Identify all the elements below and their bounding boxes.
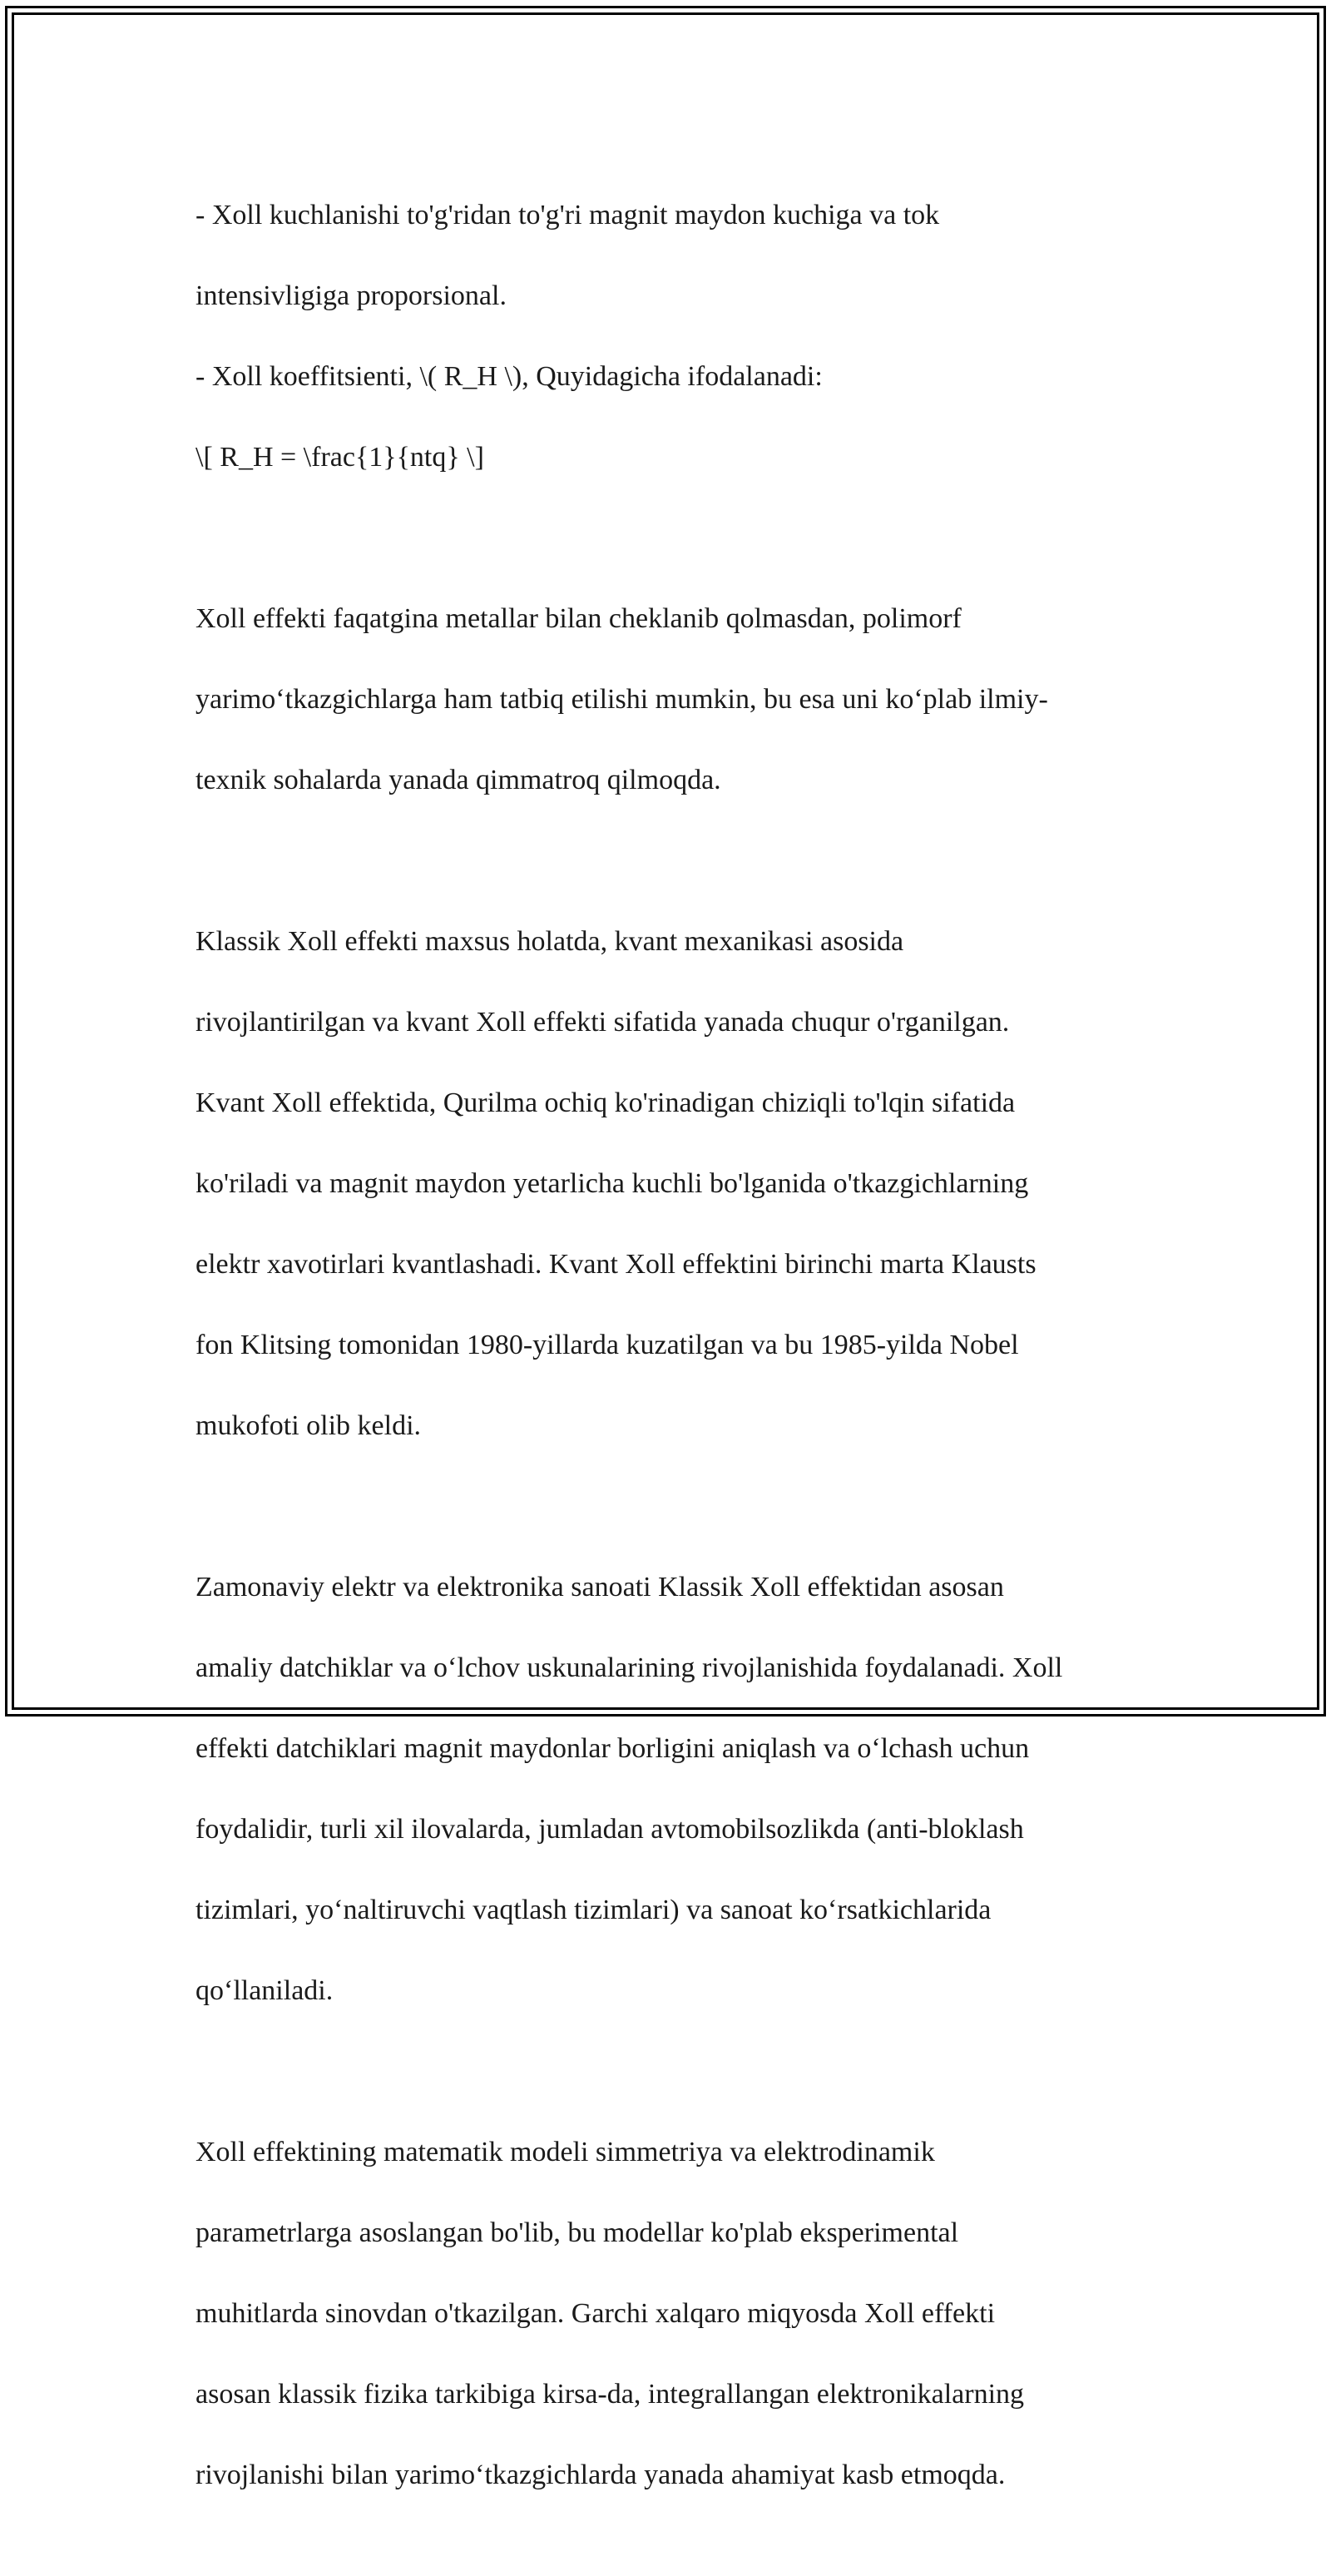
text-line: tizimlari, yo‘naltiruvchi vaqtlash tizimlari) va sanoat ko‘rsatkichlarida [195, 1894, 992, 1925]
text-line: intensivligiga proporsional. [195, 280, 507, 311]
text-line: ko'riladi va magnit maydon yetarlicha kuchli bo'lganida o'tkazgichlarning [195, 1167, 1029, 1199]
paragraph-4 [195, 2092, 1152, 2536]
text-line: - Xoll koeffitsienti, \( R_H \), Quyidagicha ifodalanadi: [195, 360, 823, 392]
text-line: asosan klassik fizika tarkibiga kirsa-da, integrallangan elektronikalarning [195, 2378, 1025, 2410]
paragraph-2 [195, 881, 1152, 1487]
text-line: yarimo‘tkazgichlarga ham tatbiq etilishi mumkin, bu esa uni ko‘plab ilmiy- [195, 683, 1048, 715]
paragraph-3 [195, 1527, 1152, 2052]
text-line: foydalidir, turli xil ilovalarda, jumladan avtomobilsozlikda (anti-bloklash [195, 1813, 1024, 1845]
text-line: rivojlantirilgan va kvant Xoll effekti sifatida yanada chuqur o'rganilgan. [195, 1006, 1010, 1038]
text-line: rivojlanishi bilan yarimo‘tkazgichlarda yanada ahamiyat kasb etmoqda. [195, 2459, 1006, 2490]
text-line: Kvant Xoll effektida, Qurilma ochiq ko'rinadigan chiziqli to'lqin sifatida [195, 1087, 1016, 1118]
text-line: Xoll effekti faqatgina metallar bilan cheklanib qolmasdan, polimorf [195, 602, 962, 634]
text-line: qo‘llaniladi. [195, 1974, 334, 2006]
text-line: - Xoll kuchlanishi to'g'ridan to'g'ri magnit maydon kuchiga va tok [195, 199, 940, 230]
text-line: amaliy datchiklar va o‘lchov uskunalarining rivojlanishida foydalanadi. Xoll [195, 1652, 1063, 1683]
text-line: Zamonaviy elektr va elektronika sanoati Klassik Xoll effektidan asosan [195, 1571, 1004, 1603]
text-line: parametrlarga asoslangan bo'lib, bu modellar ko'plab eksperimental [195, 2217, 959, 2248]
text-line: texnik sohalarda yanada qimmatroq qilmoqda. [195, 764, 721, 795]
document-body [195, 155, 1152, 2576]
text-line: fon Klitsing tomonidan 1980-yillarda kuzatilgan va bu 1985-yilda Nobel [195, 1329, 1019, 1360]
text-line: muhitlarda sinovdan o'tkazilgan. Garchi xalqaro miqyosda Xoll effekti [195, 2297, 996, 2329]
paragraph-1 [195, 558, 1152, 841]
text-line: mukofoti olib keldi. [195, 1409, 422, 1441]
formula-line: \[ R_H = \frac{1}{ntq} \] [195, 441, 484, 473]
text-line: elektr xavotirlari kvantlashadi. Kvant Xoll effektini birinchi marta Klausts [195, 1248, 1037, 1280]
text-line: effekti datchiklari magnit maydonlar borligini aniqlash va o‘lchash uchun [195, 1732, 1030, 1764]
text-line: Xoll effektining matematik modeli simmetriya va elektrodinamik [195, 2136, 935, 2167]
intro-block [195, 155, 1152, 518]
text-line: Klassik Xoll effekti maxsus holatda, kvant mexanikasi asosida [195, 925, 904, 957]
